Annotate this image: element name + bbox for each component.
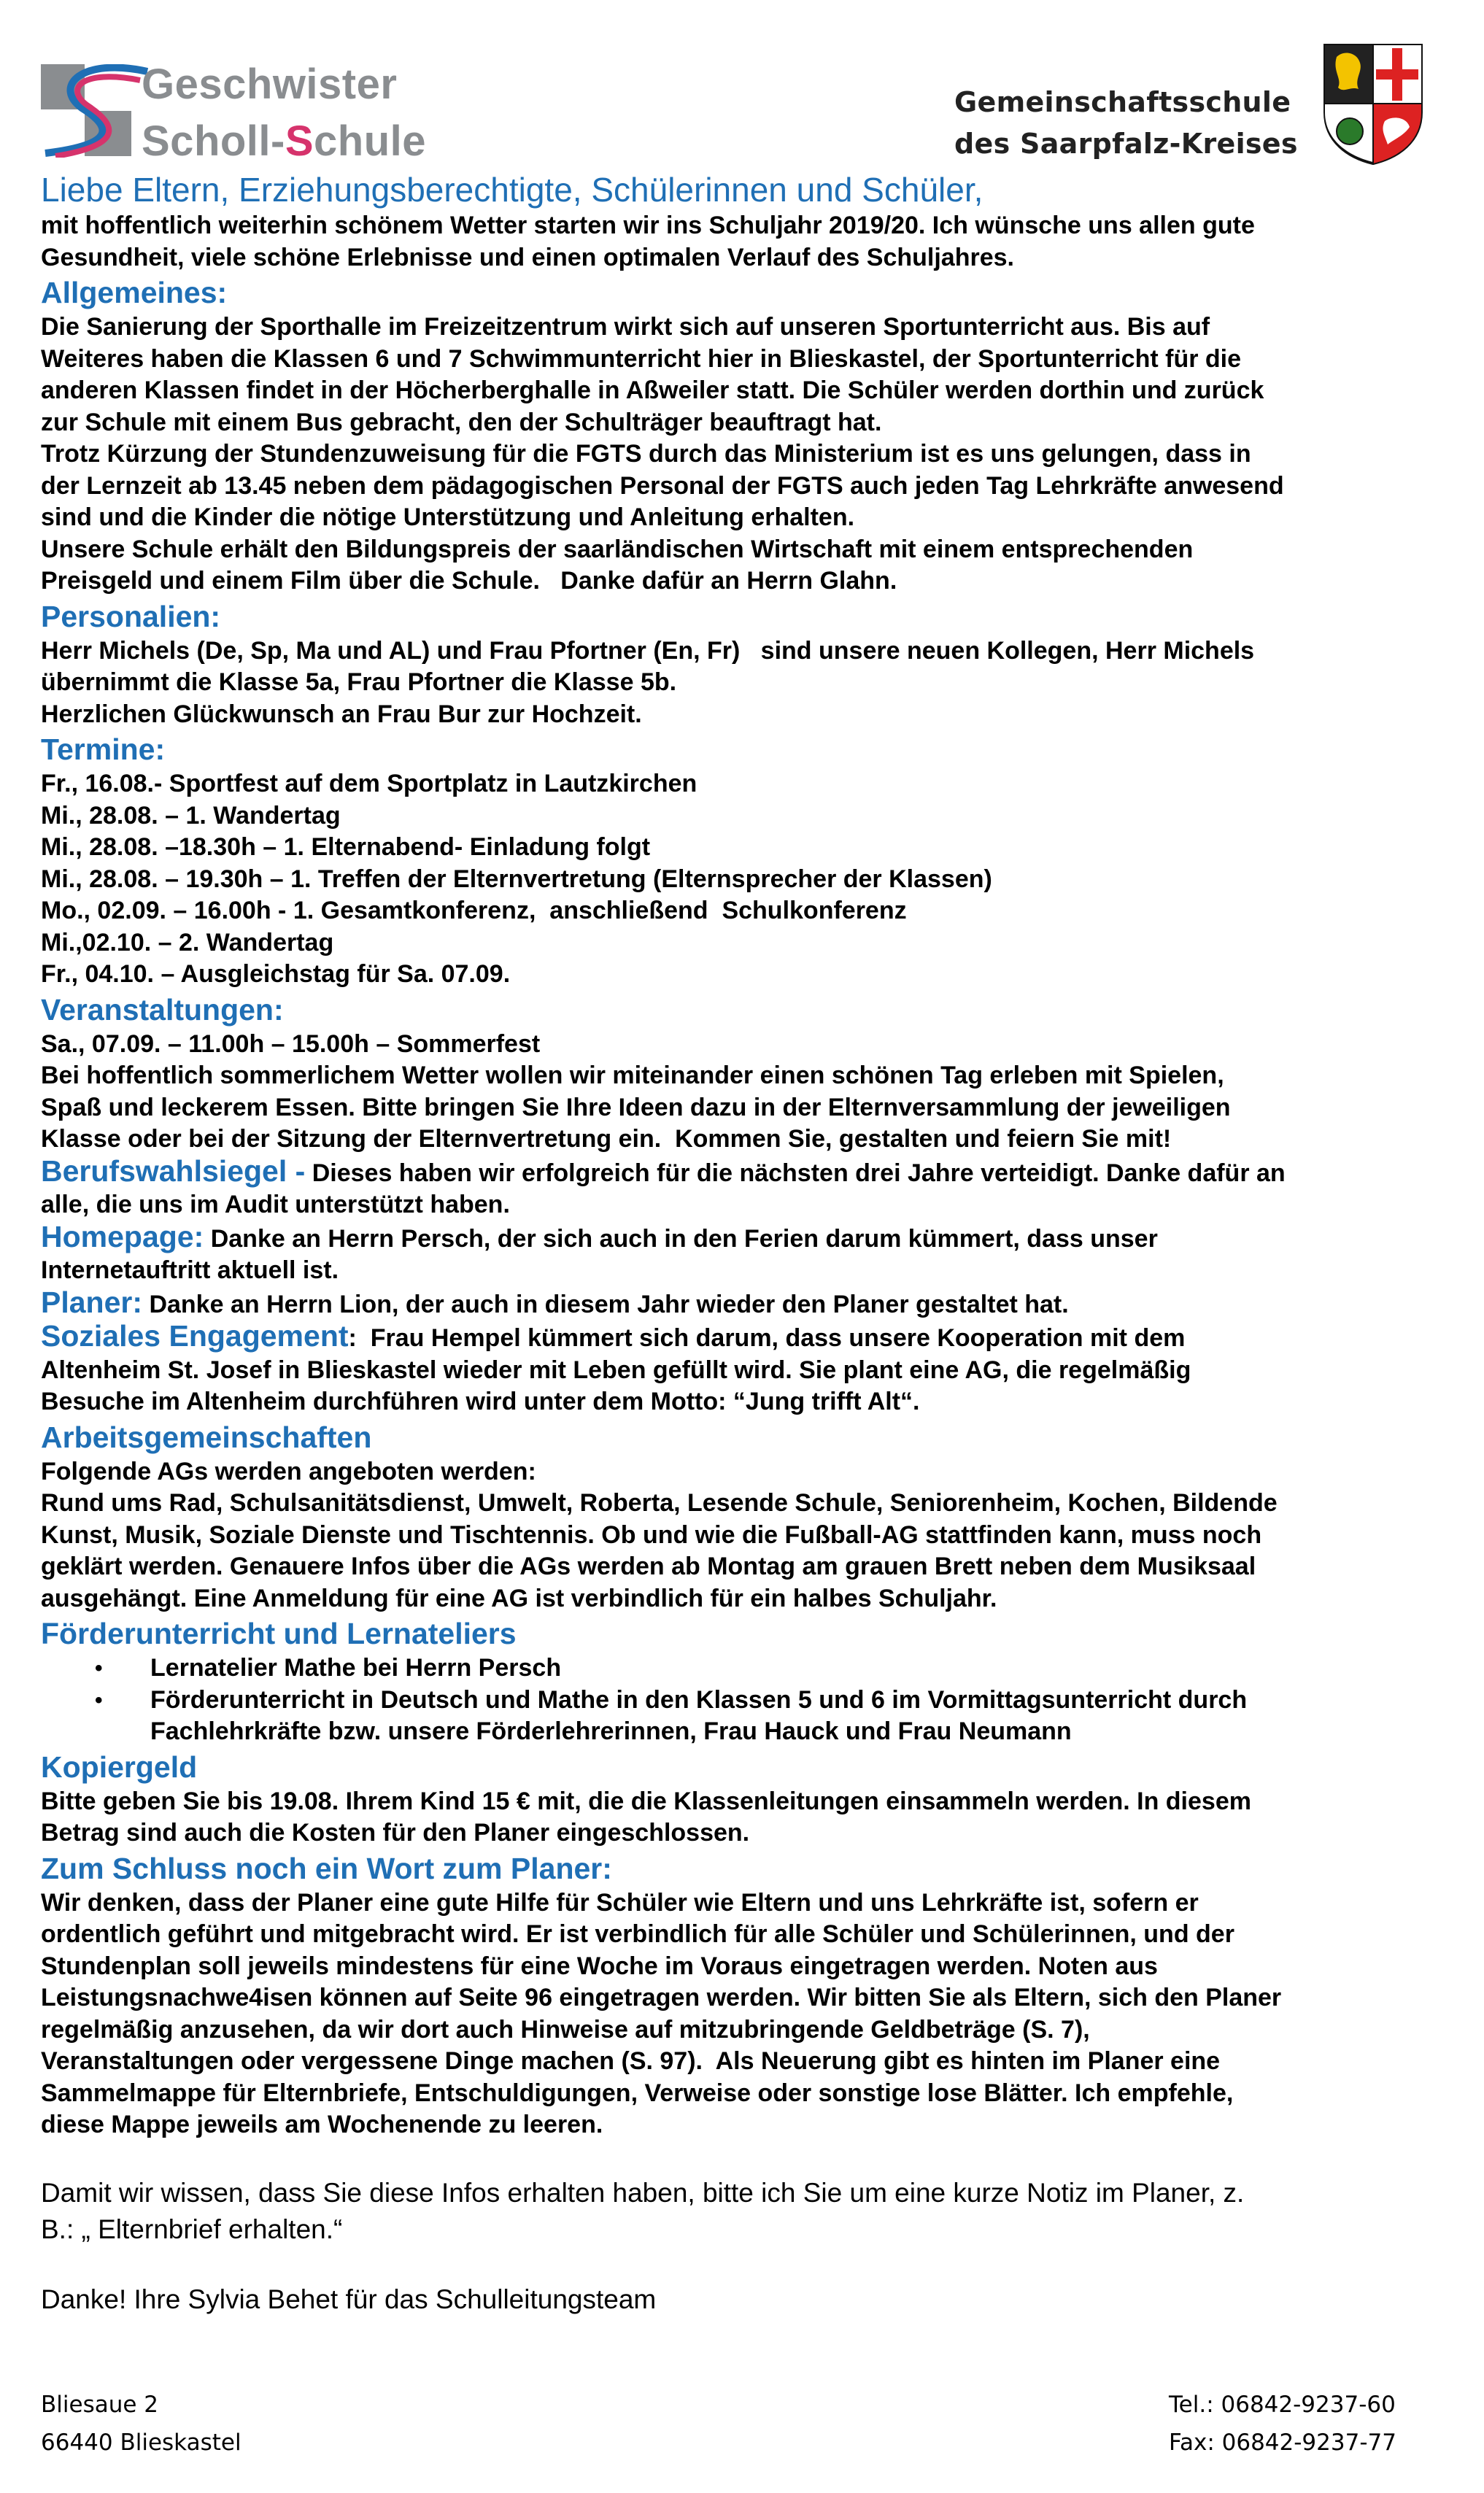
heading-allgemeines: Allgemeines: xyxy=(41,276,228,309)
personalien-paragraph: Herr Michels (De, Sp, Ma und AL) und Frau Pfortner (En, Fr) sind unsere neuen Kollegen, Herr Michels übernimmt die Klasse 5a, Frau Pfortner die Klasse 5b. Herzlichen Glückwunsch an Frau Bur zur Hochzeit. xyxy=(41,636,1255,728)
school-logo xyxy=(38,54,427,165)
footer-tel: Tel.: 06842-9237-60 xyxy=(1169,2392,1396,2418)
footer-contact xyxy=(1169,2386,1396,2462)
foerder-list xyxy=(41,1653,1427,1748)
intro-paragraph: mit hoffentlich weiterhin schönem Wetter starten wir ins Schuljahr 2019/20. Ich wünsche uns allen gute Gesundheit, viele schöne Erlebnisse und einen optimalen Verlauf des Schuljahres. xyxy=(41,212,1255,271)
saarpfalz-crest-icon xyxy=(1322,42,1424,165)
scholl-s-logo-icon xyxy=(38,64,155,158)
school-name-line-1: Gemeinschaftsschule xyxy=(954,86,1291,118)
spacer xyxy=(41,2141,1427,2175)
footer-street: Bliesaue 2 xyxy=(41,2392,159,2418)
homepage-text: Danke an Herrn Persch, der sich auch in den Ferien darum kümmert, dass unser Internetauftritt aktuell ist. xyxy=(41,1224,1158,1284)
list-item-text: Förderunterricht in Deutsch und Mathe in den Klassen 5 und 6 im Vormittagsunterricht durch Fachlehrkräfte bzw. unsere Förderlehrerinnen, Frau Hauck und Frau Neumann xyxy=(150,1685,1248,1745)
heading-veranstaltungen: Veranstaltungen: xyxy=(41,992,284,1027)
allgemeines-paragraph: Die Sanierung der Sporthalle im Freizeitzentrum wirkt sich auf unseren Sportunterricht aus. Bis auf Weiteres haben die Klassen 6 und 7 Schwimmunterricht hier in Blieskastel, der Sportunterricht für die anderen Klassen findet in der Höcherberghalle in Aßweiler statt. Die Schüler werden dorthin und zurück zur Schule mit einem Bus gebracht, den der Schulträger beauftragt hat. Trotz Kürzung der Stundenzuweisung für die FGTS durch das Ministerium ist es uns gelungen, dass in der Lernzeit ab 13.45 neben dem pädagogischen Personal der FGTS auch jeden Tag Lehrkräfte anwesend sind und die Kinder die nötige Unterstützung und Anleitung erhalten. Unsere Schule erhält den Bildungspreis der saarländischen Wirtschaft mit einem entsprechenden Preisgeld und einem Film über die Schule. Danke dafür an Herrn Glahn. xyxy=(41,313,1284,595)
footer-city: 66440 Blieskastel xyxy=(41,2430,241,2456)
planer-section xyxy=(41,1287,1427,1321)
bullet-icon: • xyxy=(95,1688,103,1712)
veranstaltungen-paragraph: Sa., 07.09. – 11.00h – 15.00h – Sommerfest Bei hoffentlich sommerlichem Wetter wollen wir miteinander einen schönen Tag erleben mit Spielen, Spaß und leckerem Essen. Bitte bringen Sie Ihre Ideen dazu in der Elternversammlung der jeweiligen Klasse oder bei der Sitzung der Elternvertretung ein. Kommen Sie, gestalten und feiern Sie mit! xyxy=(41,1029,1231,1153)
spacer xyxy=(41,2248,1427,2281)
heading-planer: Planer: xyxy=(41,1285,142,1319)
school-name-line-2: des Saarpfalz-Kreises xyxy=(954,128,1298,160)
logo-line-2 xyxy=(142,117,426,166)
heading-schluss: Zum Schluss noch ein Wort zum Planer: xyxy=(41,1851,612,1885)
soziales-section xyxy=(41,1321,1427,1418)
schluss-paragraph: Wir denken, dass der Planer eine gute Hilfe für Schüler wie Eltern und uns Lehrkräfte ist, sofern er ordentlich geführt und mitgebracht wird. Er ist verbindlich für alle Schüler und Schülerinnen, und der Stundenplan soll jeweils mindestens für eine Woche im Voraus eingetragen werden. Noten aus Leistungsnachwe4isen können auf Seite 96 eingetragen werden. Wir bitten Sie als Eltern, sich den Planer regelmäßig anzusehen, da wir dort auch Hinweise auf mitzubringende Geldbeträge (S. 7), Veranstaltungen oder vergessene Dinge machen (S. 97). Als Neuerung gibt es hinten im Planer eine Sammelmappe für Elternbriefe, Entschuldigungen, Verweise oder sonstige lose Blätter. Ich empfehle, diese Mappe jeweils am Wochenende zu leeren. xyxy=(41,1888,1282,2138)
termine-list: Fr., 16.08.- Sportfest auf dem Sportplatz in Lautzkirchen Mi., 28.08. – 1. Wandertag Mi., 28.08. –18.30h – 1. Elternabend- Einladung folgt Mi., 28.08. – 19.30h – 1. Treffen der Elternvertretung (Elternsprecher der Klassen) Mo., 02.09. – 16.00h - 1. Gesamtkonferenz, anschließend Schulkonferenz Mi.,02.10. – 2. Wandertag Fr., 04.10. – Ausgleichstag für Sa. 07.09. xyxy=(41,770,992,988)
list-item xyxy=(41,1685,1427,1748)
planer-text: Danke an Herrn Lion, der auch in diesem Jahr wieder den Planer gestaltet hat. xyxy=(142,1290,1069,1318)
closing-signature: Danke! Ihre Sylvia Behet für das Schulleitungsteam xyxy=(41,2284,657,2314)
list-item-text: Lernatelier Mathe bei Herrn Persch xyxy=(150,1654,562,1682)
ags-paragraph: Folgende AGs werden angeboten werden: Rund ums Rad, Schulsanitätsdienst, Umwelt, Roberta, Lesende Schule, Seniorenheim, Kochen, Bildende Kunst, Musik, Soziale Dienste und Tischtennis. Ob und wie die Fußball-AG stattfinden kann, muss noch geklärt werden. Genauere Infos über die AGs werden ab Montag am grauen Brett neben dem Musiksaal ausgehängt. Eine Anmeldung für eine AG ist verbindlich für ein halbes Schuljahr. xyxy=(41,1457,1278,1612)
greeting: Liebe Eltern, Erziehungsberechtigte, Schülerinnen und Schüler, xyxy=(41,171,983,209)
logo-chule: chule xyxy=(314,117,427,165)
list-item xyxy=(41,1653,1427,1685)
kopiergeld-paragraph: Bitte geben Sie bis 19.08. Ihrem Kind 15 € mit, die die Klassenleitungen einsammeln werden. In diesem Betrag sind auch die Kosten für den Planer eingeschlossen. xyxy=(41,1787,1251,1847)
school-name xyxy=(954,82,1298,165)
heading-foerderunterricht: Förderunterricht und Lernateliers xyxy=(41,1617,517,1650)
heading-termine: Termine: xyxy=(41,733,166,766)
heading-kopiergeld: Kopiergeld xyxy=(41,1750,198,1784)
notiz-paragraph: Damit wir wissen, dass Sie diese Infos erhalten haben, bitte ich Sie um eine kurze Notiz im Planer, z. B.: „ Elternbrief erhalten.“ xyxy=(41,2177,1245,2244)
soziales-text: : Frau Hempel kümmert sich darum, dass unsere Kooperation mit dem Altenheim St. Josef in Blieskastel wieder mit Leben gefüllt wird. Sie plant eine AG, die regelmäßig Besuche im Altenheim durchführen wird unter dem Motto: “Jung trifft Alt“. xyxy=(41,1324,1191,1415)
logo-line-1: Geschwister xyxy=(142,61,398,108)
homepage-section xyxy=(41,1221,1427,1287)
berufswahlsiegel-text: Dieses haben wir erfolgreich für die nächsten drei Jahre verteidigt. Danke dafür an alle, die uns im Audit unterstützt haben. xyxy=(41,1159,1286,1218)
bullet-icon: • xyxy=(95,1656,103,1680)
heading-homepage: Homepage: xyxy=(41,1219,204,1253)
footer-fax: Fax: 06842-9237-77 xyxy=(1169,2430,1396,2456)
heading-soziales-engagement: Soziales Engagement xyxy=(41,1319,349,1353)
footer-address xyxy=(41,2386,241,2462)
heading-berufswahlsiegel: Berufswahlsiegel - xyxy=(41,1153,306,1188)
heading-arbeitsgemeinschaften: Arbeitsgemeinschaften xyxy=(41,1420,372,1454)
heading-personalien: Personalien: xyxy=(41,599,221,633)
logo-accent-s: S xyxy=(285,117,314,165)
logo-scholl: Scholl- xyxy=(142,117,285,165)
berufswahlsiegel-section xyxy=(41,1153,1427,1221)
letter-body xyxy=(41,169,1427,2318)
